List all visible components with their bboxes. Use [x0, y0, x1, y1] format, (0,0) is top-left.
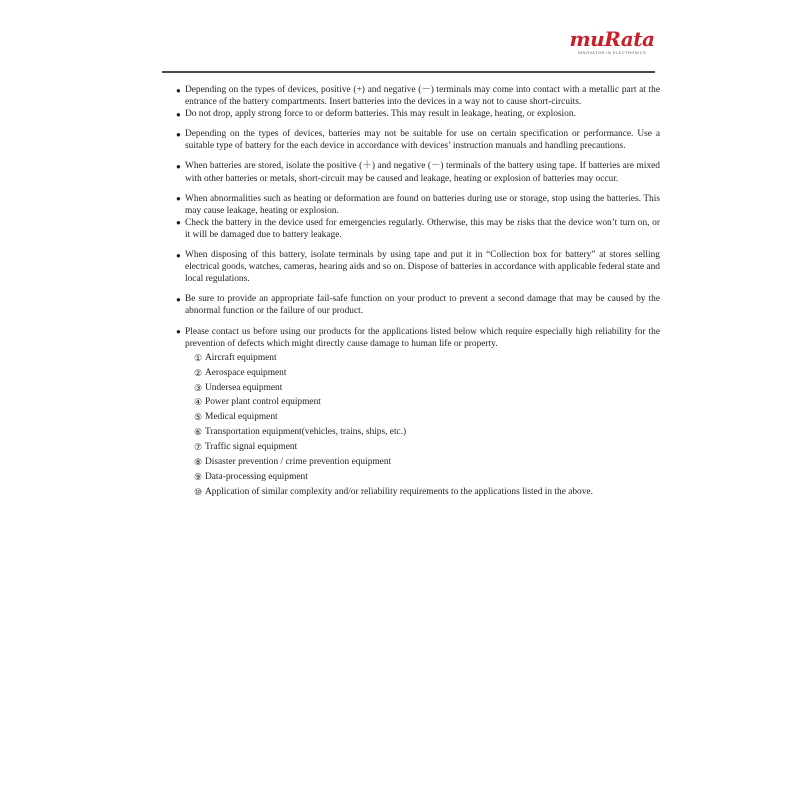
bullet-icon: ● [176, 109, 181, 119]
precaution-item [176, 108, 660, 120]
precaution-item [176, 128, 660, 152]
list-number: ⑤ [194, 412, 203, 423]
precaution-item [176, 326, 660, 350]
bullet-icon: ● [176, 250, 181, 260]
application-item [196, 351, 660, 366]
bullet-icon: ● [176, 194, 181, 204]
application-text: Aircraft equipment [205, 352, 277, 363]
bullet-icon: ● [176, 294, 181, 304]
logo-tagline: INNOVATOR IN ELECTRONICS [577, 50, 647, 55]
precaution-item [176, 217, 660, 241]
bullet-icon: ● [176, 161, 181, 171]
precaution-text: Depending on the types of devices, batteries may not be suitable for use on certain specification or performance. Use a suitable type of battery for the each device in accordance with devices’ instruction manuals and handling precautions. [185, 129, 660, 152]
application-item [196, 381, 660, 396]
application-item [196, 440, 660, 455]
application-item [196, 366, 660, 381]
precaution-item [176, 193, 660, 217]
precaution-item [176, 160, 660, 184]
precaution-text: Please contact us before using our products for the applications listed below which require especially high reliability for the prevention of defects which might directly cause damage to human life or property. [185, 326, 660, 349]
precaution-text: Do not drop, apply strong force to or deform batteries. This may result in leakage, heating, or explosion. [185, 109, 576, 120]
application-item [196, 485, 660, 499]
precaution-item [176, 249, 660, 285]
list-number: ⑦ [194, 442, 203, 453]
application-text: Disaster prevention / crime prevention equipment [205, 457, 392, 468]
application-item [196, 410, 660, 425]
application-item [196, 455, 660, 470]
list-number: ③ [194, 382, 203, 393]
application-text: Aerospace equipment [205, 367, 287, 378]
list-number: ④ [194, 397, 203, 408]
precaution-item [176, 84, 660, 108]
list-number: ⑨ [194, 471, 203, 482]
precaution-text: Depending on the types of devices, positive (+) and negative (－) terminals may come into contact with a metallic part at the entrance of the battery compartments. Insert batteries into the devices in a way not to cause short-circuits. [185, 85, 660, 108]
list-number: ② [194, 367, 203, 378]
bullet-icon: ● [176, 327, 181, 336]
application-item [196, 470, 660, 485]
application-item [196, 425, 660, 440]
list-number: ⑥ [194, 427, 203, 438]
precaution-item [176, 293, 660, 317]
precaution-text: Be sure to provide an appropriate fail-safe function on your product to prevent a second damage that may be caused by the abnormal function or the failure of our product. [185, 294, 660, 317]
application-text: Power plant control equipment [205, 397, 321, 408]
header-divider [162, 71, 655, 73]
application-text: Traffic signal equipment [205, 442, 298, 453]
list-number: ⑩ [194, 486, 203, 497]
applications-list [176, 351, 660, 500]
precaution-text: When disposing of this battery, isolate terminals by using tape and put it in “Collection box for battery” at stores selling electrical goods, watches, cameras, hearing aids and so on. Dispose of batteries in accordance with applicable federal state and local regulations. [185, 250, 660, 285]
precaution-text: Check the battery in the device used for emergencies regularly. Otherwise, this may be risks that the device won’t turn on, or it will be damaged due to battery leakage. [185, 217, 660, 240]
precaution-text: When abnormalities such as heating or deformation are found on batteries during use or storage, stop using the batteries. This may cause leakage, heating or explosion. [185, 193, 660, 216]
bullet-icon: ● [176, 129, 181, 139]
application-text: Data-processing equipment [205, 471, 308, 482]
bullet-icon: ● [176, 85, 181, 95]
list-number: ⑧ [194, 457, 203, 468]
murata-logo [566, 28, 658, 56]
logo-wordmark: muRata [569, 27, 655, 51]
application-item [196, 395, 660, 410]
bullet-icon: ● [176, 218, 181, 228]
precautions-list [176, 84, 660, 499]
precaution-text: When batteries are stored, isolate the positive (＋) and negative (－) terminals of the battery using tape. If batteries are mixed with other batteries or metals, short-circuit may be caused and leakage, heating or explosion of batteries may occur. [185, 161, 660, 184]
list-number: ① [194, 352, 203, 363]
application-text: Transportation equipment(vehicles, trains, ships, etc.) [205, 427, 407, 438]
application-text: Medical equipment [205, 412, 278, 423]
application-text: Undersea equipment [205, 382, 283, 393]
application-text: Application of similar complexity and/or reliability requirements to the applications listed in the above. [205, 486, 593, 497]
